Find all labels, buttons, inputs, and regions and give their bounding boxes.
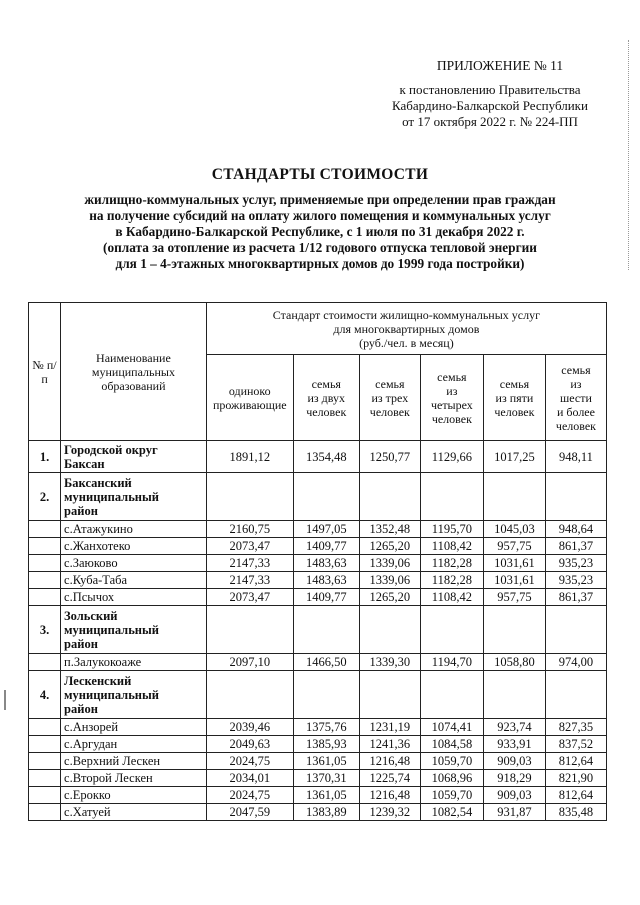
table-row [29,719,607,736]
cost-value: 1225,74 [359,770,420,787]
cost-value: 821,90 [545,770,606,787]
table-row [29,804,607,821]
subheader-line: семья [499,376,530,391]
cost-value [206,671,293,719]
cost-value: 1108,42 [420,589,483,606]
municipality-line: с.Анзорей [64,720,119,734]
subheader-line: проживающие [212,397,287,412]
row-municipality [61,654,207,671]
cost-value: 1017,25 [483,441,545,473]
municipality-line: Баксанский [64,475,132,490]
table-row [29,753,607,770]
cost-value [359,671,420,719]
cost-value: 1385,93 [293,736,359,753]
cost-value: 2047,59 [206,804,293,821]
cost-value: 2147,33 [206,555,293,572]
subheader-line: одиноко [228,383,271,398]
subheader-line: семья [437,369,467,384]
cost-value: 1466,50 [293,654,359,671]
subheader-line: семья [311,376,341,391]
row-municipality [61,770,207,787]
cost-value [293,473,359,521]
subheader-line: человек [369,404,410,419]
header-cost-standard [206,303,606,355]
table-row [29,572,607,589]
table-row [29,521,607,538]
cost-value: 948,11 [545,441,606,473]
appendix-line: Кабардино-Балкарской Республики [392,98,588,113]
subheader-line: из [446,383,458,398]
municipality-line: Лескенский [64,673,132,688]
municipality-line: с.Псычох [64,590,115,604]
cost-value: 1497,05 [293,521,359,538]
cost-value: 827,35 [545,719,606,736]
appendix-line: от 17 октября 2022 г. № 224-ПП [402,114,578,129]
cost-value: 2073,47 [206,538,293,555]
scan-edge-mark [4,690,10,710]
cost-value [420,671,483,719]
cost-value: 1182,28 [420,572,483,589]
cost-value: 1361,05 [293,753,359,770]
cost-value [420,473,483,521]
cost-value: 1239,32 [359,804,420,821]
cost-value: 909,03 [483,787,545,804]
cost-value: 2073,47 [206,589,293,606]
subheader-line: семья [375,376,405,391]
cost-value: 1370,31 [293,770,359,787]
municipality-line: с.Заюково [64,556,118,570]
row-municipality [61,555,207,572]
subheader-line: из двух [307,390,346,405]
cost-value [545,671,606,719]
cost-value: 957,75 [483,589,545,606]
cost-value: 1891,12 [206,441,293,473]
cost-value: 1352,48 [359,521,420,538]
cost-value: 933,91 [483,736,545,753]
municipality-line: район [64,503,98,518]
header-cost-line: для многоквартирных домов [333,321,480,336]
row-municipality [61,538,207,555]
subheader-line: человек [306,404,347,419]
subheader-line: из [570,376,582,391]
municipality-line: с.Атажукино [64,522,133,536]
cost-value: 2024,75 [206,787,293,804]
cost-value: 909,03 [483,753,545,770]
subheader-line: человек [494,404,535,419]
row-municipality [61,441,207,473]
cost-value: 1194,70 [420,654,483,671]
cost-value [206,473,293,521]
cost-value: 1216,48 [359,787,420,804]
cost-value: 2049,63 [206,736,293,753]
table-row [29,787,607,804]
row-number [29,654,61,671]
municipality-line: район [64,701,98,716]
cost-value [420,606,483,654]
cost-value: 1361,05 [293,787,359,804]
municipality-line: муниципальный [64,622,159,637]
cost-value: 2024,75 [206,753,293,770]
cost-value: 1339,06 [359,572,420,589]
cost-value: 1058,80 [483,654,545,671]
cost-value [483,473,545,521]
subheader-line: человек [555,418,597,433]
cost-value: 1409,77 [293,538,359,555]
cost-value: 1108,42 [420,538,483,555]
cost-value: 1354,48 [293,441,359,473]
cost-value: 1265,20 [359,538,420,555]
cost-value: 812,64 [545,753,606,770]
cost-value: 1231,19 [359,719,420,736]
subheader-line: четырех [430,397,473,412]
table-row [29,473,607,521]
cost-value: 1375,76 [293,719,359,736]
appendix-reference [350,82,630,130]
table-row [29,555,607,572]
row-municipality [61,473,207,521]
cost-value: 812,64 [545,787,606,804]
table-row [29,671,607,719]
municipality-line: с.Второй Лескен [64,771,153,785]
table-row [29,770,607,787]
cost-value: 1339,06 [359,555,420,572]
cost-value: 1483,63 [293,555,359,572]
subheader-line: семья [561,362,591,377]
row-number: 4. [29,671,61,719]
cost-value [545,473,606,521]
table-row [29,606,607,654]
cost-value: 1216,48 [359,753,420,770]
table-row [29,589,607,606]
cost-value: 1195,70 [420,521,483,538]
municipality-line: муниципальный [64,489,159,504]
row-number [29,753,61,770]
cost-value [293,671,359,719]
cost-value: 1250,77 [359,441,420,473]
row-number [29,555,61,572]
municipality-line: с.Жанхотеко [64,539,131,553]
cost-value: 1182,28 [420,555,483,572]
appendix-number: ПРИЛОЖЕНИЕ № 11 [436,58,564,73]
document-title: СТАНДАРТЫ СТОИМОСТИ [211,166,429,183]
cost-value: 2147,33 [206,572,293,589]
municipality-line: район [64,636,98,651]
subheader-line: из трех [371,390,409,405]
subtitle-line: в Кабардино-Балкарской Республике, с 1 июля по 31 декабря 2022 г. [115,224,525,239]
municipality-line: с.Верхний Лескен [64,754,161,768]
subtitle-line: для 1 – 4-этажных многоквартирных домов до 1999 года постройки) [115,256,525,271]
cost-value: 1339,30 [359,654,420,671]
header-municipality: Наименование муниципальных образований [61,303,207,441]
scan-edge-mark [628,40,635,270]
cost-value: 2097,10 [206,654,293,671]
cost-value: 1059,70 [420,787,483,804]
row-number [29,589,61,606]
header-cost-line: Стандарт стоимости жилищно-коммунальных услуг [272,307,541,322]
cost-value: 1483,63 [293,572,359,589]
cost-value: 957,75 [483,538,545,555]
row-municipality [61,736,207,753]
table-row [29,441,607,473]
cost-value: 1265,20 [359,589,420,606]
cost-value: 861,37 [545,589,606,606]
row-municipality [61,521,207,538]
row-number: 3. [29,606,61,654]
municipality-line: Зольский [64,608,118,623]
cost-value: 1068,96 [420,770,483,787]
header-cost-line: (руб./чел. в месяц) [359,335,454,350]
subheader-line: человек [431,411,472,426]
cost-value: 837,52 [545,736,606,753]
municipality-line: Городской округ [64,442,158,457]
row-municipality [61,671,207,719]
cost-value: 1383,89 [293,804,359,821]
municipality-line: Баксан [64,456,105,471]
cost-value: 835,48 [545,804,606,821]
municipality-line: п.Залукокоаже [64,655,142,669]
subheader-line: шести [560,390,592,405]
cost-value: 1031,61 [483,572,545,589]
row-municipality [61,606,207,654]
table-row [29,538,607,555]
cost-value [206,606,293,654]
subheader-line: из пяти [495,390,534,405]
appendix-line: к постановлению Правительства [399,82,581,97]
row-number [29,719,61,736]
cost-value [483,606,545,654]
subtitle-line: (оплата за отопление из расчета 1/12 годового отпуска тепловой энергии [103,240,537,255]
municipality-line: с.Хатуей [64,805,111,819]
subheader-col-6 [545,355,606,441]
cost-standards-table [28,302,607,821]
municipality-line: муниципальный [64,687,159,702]
cost-value: 948,64 [545,521,606,538]
cost-value [483,671,545,719]
row-municipality [61,719,207,736]
cost-value: 918,29 [483,770,545,787]
cost-value: 1082,54 [420,804,483,821]
cost-value: 1409,77 [293,589,359,606]
row-municipality [61,572,207,589]
subtitle-line: на получение субсидий на оплату жилого помещения и коммунальных услуг [89,208,551,223]
cost-value: 1084,58 [420,736,483,753]
row-number [29,736,61,753]
cost-value: 1059,70 [420,753,483,770]
cost-value: 2034,01 [206,770,293,787]
cost-value: 861,37 [545,538,606,555]
row-number [29,804,61,821]
subheader-col-5 [483,355,545,441]
row-municipality [61,804,207,821]
header-number: № п/п [29,303,61,441]
row-number: 1. [29,441,61,473]
subheader-col-4 [420,355,483,441]
row-municipality [61,787,207,804]
document-subtitle [30,192,610,272]
row-number [29,521,61,538]
cost-value: 1031,61 [483,555,545,572]
cost-value: 923,74 [483,719,545,736]
cost-value: 974,00 [545,654,606,671]
cost-value: 1074,41 [420,719,483,736]
municipality-line: с.Ерокко [64,788,111,802]
municipality-line: с.Куба-Таба [64,573,128,587]
subheader-line: и более [556,404,595,419]
cost-value [359,606,420,654]
cost-value: 2160,75 [206,521,293,538]
row-number: 2. [29,473,61,521]
table-row [29,736,607,753]
cost-value [545,606,606,654]
cost-value [359,473,420,521]
municipality-line: с.Аргудан [64,737,118,751]
row-number [29,572,61,589]
cost-value: 2039,46 [206,719,293,736]
row-municipality [61,589,207,606]
cost-value: 931,87 [483,804,545,821]
row-municipality [61,753,207,770]
cost-value: 935,23 [545,555,606,572]
subtitle-line: жилищно-коммунальных услуг, применяемые при определении прав граждан [84,192,556,207]
cost-value: 1129,66 [420,441,483,473]
cost-value [293,606,359,654]
row-number [29,770,61,787]
table-row [29,654,607,671]
row-number [29,538,61,555]
row-number [29,787,61,804]
cost-value: 1241,36 [359,736,420,753]
cost-value: 1045,03 [483,521,545,538]
subheader-col-2 [293,355,359,441]
subheader-col-1 [206,355,293,441]
cost-value: 935,23 [545,572,606,589]
subheader-col-3 [359,355,420,441]
